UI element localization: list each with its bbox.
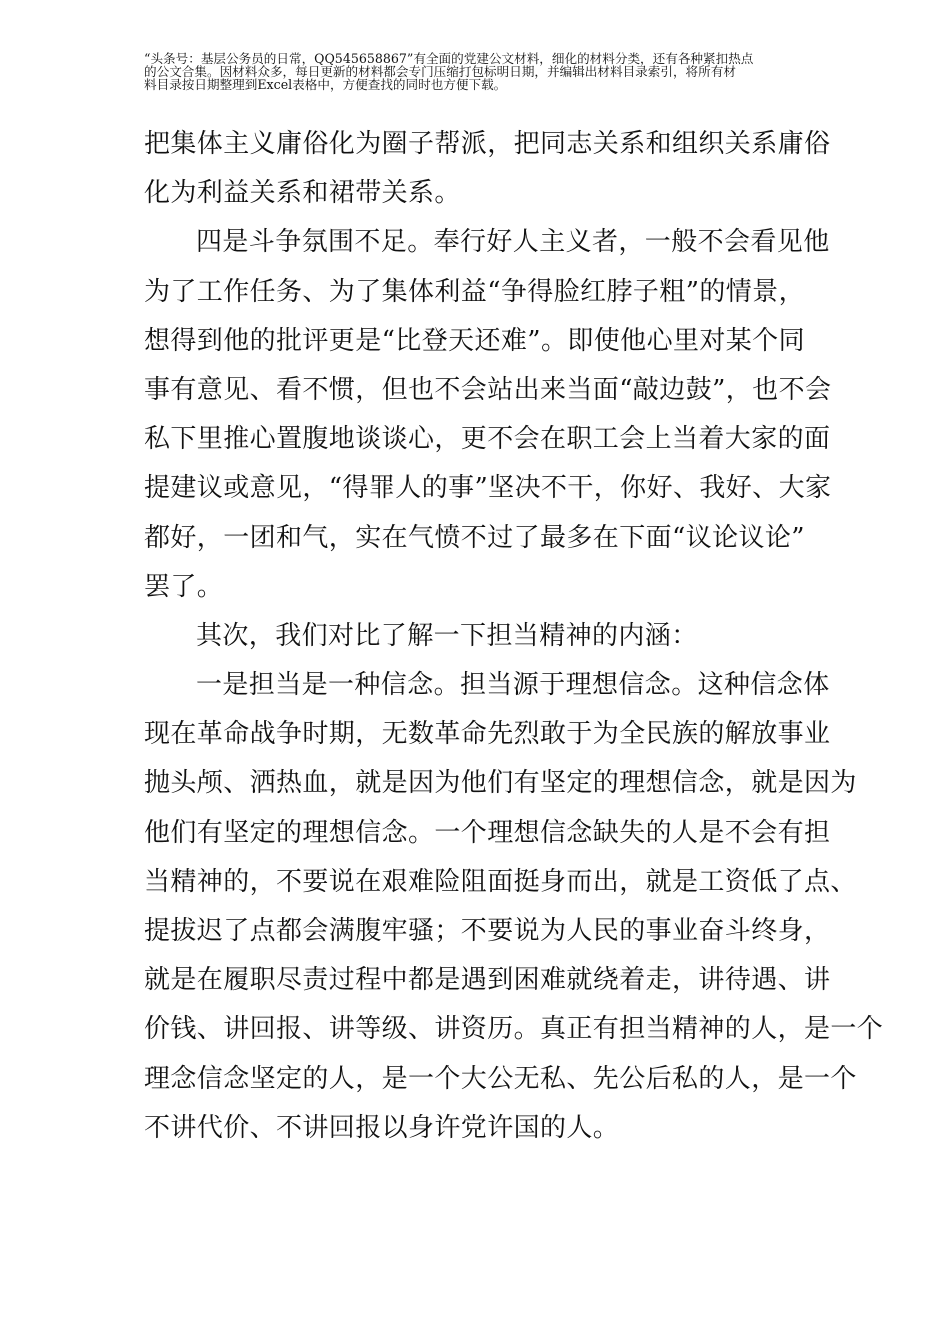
text-line: 抛头颅、洒热血，就是因为他们有坚定的理想信念，就是因为 [144,768,857,799]
text-line: 提拔迟了点都会满腹牢骚；不要说为人民的事业奋斗终身， [144,916,831,946]
paragraph-start-line: 其次，我们对比了解一下担当精神的内涵： [196,620,698,651]
text-line: 私下里推心置腹地谈谈心，更不会在职工会上当着大家的面 [144,424,831,455]
text-line: 事有意见、看不惯，但也不会站出来当面“敲边鼓”，也不会 [144,374,832,405]
text-line: 他们有坚定的理想信念。一个理想信念缺失的人是不会有担 [144,817,831,848]
text-line: 就是在履职尽责过程中都是遇到困难就绕着走，讲待遇、讲 [144,965,831,996]
text-line: 罢了。 [144,571,224,602]
paragraph-start-line: 四是斗争氛围不足。奉行好人主义者，一般不会看见他 [196,227,830,258]
body-text [144,120,884,1153]
text-line: 想得到他的批评更是“比登天还难”。即使他心里对某个同 [144,325,805,356]
text-line: 当精神的，不要说在艰难险阻面挺身而出，就是工资低了点、 [144,866,857,897]
text-line: 理念信念坚定的人，是一个大公无私、先公后私的人，是一个 [144,1063,857,1094]
text-line: 现在革命战争时期，无数革命先烈敢于为全民族的解放事业 [144,719,831,750]
paragraph-start-line: 一是担当是一种信念。担当源于理想信念。这种信念体 [196,670,830,701]
text-line: 不讲代价、不讲回报以身许党许国的人。 [144,1112,620,1143]
text-line: 为了工作任务、为了集体利益“争得脸红脖子粗”的情景， [144,276,805,307]
text-line: 化为利益关系和裙带关系。 [144,178,461,209]
header-note: “头条号：基层公务员的日常，QQ545658867”有全面的党建公文材料，细化的材料分类，还有各种紧扣热点 的公文合集。因材料众多，每日更新的材料都会专门压缩打包标明日期，并编辑出材料目录索引，将所有材 料目录按日期整理到Excel表格中，方便查找的同时也方便下载。 [144,51,754,92]
text-line: 提建议或意见，“得罪人的事”坚决不干，你好、我好、大家 [144,473,832,504]
text-line: 都好，一团和气，实在气愤不过了最多在下面“议论议论” [144,522,805,553]
text-line: 价钱、讲回报、讲等级、讲资历。真正有担当精神的人，是一个 [144,1014,884,1045]
text-line: 把集体主义庸俗化为圈子帮派，把同志关系和组织关系庸俗 [144,129,831,159]
